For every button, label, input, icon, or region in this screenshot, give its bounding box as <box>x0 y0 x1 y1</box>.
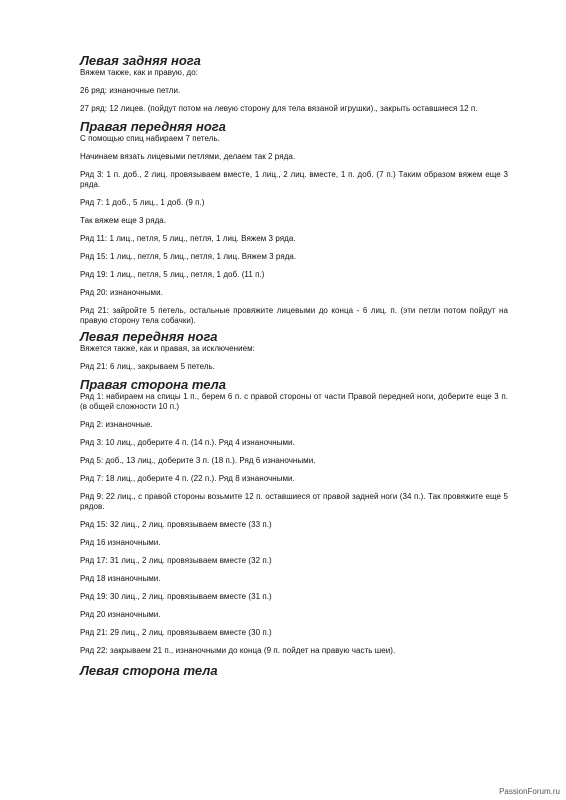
section-title: Левая передняя нога <box>80 329 218 344</box>
paragraph: 26 ряд: изнаночные петли. <box>80 86 181 95</box>
paragraph: Ряд 5: доб., 13 лиц., доберите 3 п. (18 п.). Ряд 6 изнаночными. <box>80 456 316 465</box>
paragraph: Ряд 3: 1 п. доб., 2 лиц. провязываем вместе, 1 лиц., 2 лиц. вместе, 1 п. доб. (7 п.) Таким образом вяжем еще 3 ряда. <box>80 170 508 189</box>
section-title: Левая задняя нога <box>80 53 201 68</box>
paragraph: Ряд 2: изнаночные. <box>80 420 153 429</box>
paragraph: Ряд 22: закрываем 21 п., изнаночными до конца (9 п. пойдет на правую часть шеи). <box>80 646 396 655</box>
section-title: Правая передняя нога <box>80 119 226 134</box>
paragraph: Ряд 11: 1 лиц., петля, 5 лиц., петля, 1 лиц. Вяжем 3 ряда. <box>80 234 296 243</box>
paragraph: Ряд 1: набираем на спицы 1 п., берем 6 п. с правой стороны от части Правой передней ноги, доберите еще 3 п. (в общей сложности 10 п.) <box>80 392 508 411</box>
paragraph: 27 ряд: 12 лицев. (пойдут потом на левую сторону для тела вязаной игрушки)., закрыть оставшиеся 12 п. <box>80 104 478 113</box>
paragraph: Вяжем также, как и правую, до: <box>80 68 198 77</box>
paragraph: Ряд 21: зайройте 5 петель, остальные провяжите лицевыми до конца - 6 лиц. п. (эти петли потом пойдут на правую сторону тела собачки). <box>80 306 508 325</box>
paragraph: Ряд 20 изнаночными. <box>80 610 161 619</box>
paragraph: Ряд 21: 6 лиц., закрываем 5 петель. <box>80 362 216 371</box>
paragraph: Ряд 15: 32 лиц., 2 лиц. провязываем вместе (33 п.) <box>80 520 272 529</box>
paragraph: Ряд 21: 29 лиц., 2 лиц. провязываем вместе (30 п.) <box>80 628 272 637</box>
paragraph: Так вяжем еще 3 ряда. <box>80 216 167 225</box>
paragraph: Начинаем вязать лицевыми петлями, делаем так 2 ряда. <box>80 152 296 161</box>
section-title: Правая сторона тела <box>80 377 226 392</box>
paragraph: Вяжется также, как и правая, за исключением: <box>80 344 255 353</box>
paragraph: Ряд 7: 1 доб., 5 лиц., 1 доб. (9 п.) <box>80 198 205 207</box>
paragraph: Ряд 17: 31 лиц., 2 лиц. провязываем вместе (32 п.) <box>80 556 272 565</box>
section-title: Левая сторона тела <box>80 663 218 678</box>
paragraph: С помощью спиц набираем 7 петель. <box>80 134 220 143</box>
paragraph: Ряд 20: изнаночными. <box>80 288 163 297</box>
paragraph: Ряд 16 изнаночными. <box>80 538 161 547</box>
paragraph: Ряд 18 изнаночными. <box>80 574 161 583</box>
paragraph: Ряд 19: 1 лиц., петля, 5 лиц., петля, 1 доб. (11 п.) <box>80 270 265 279</box>
paragraph: Ряд 9: 22 лиц., с правой стороны возьмите 12 п. оставшиеся от правой задней ноги (34 п.). Так провяжите еще 5 рядов. <box>80 492 508 511</box>
paragraph: Ряд 3: 10 лиц., доберите 4 п. (14 п.). Ряд 4 изнаночными. <box>80 438 295 447</box>
paragraph: Ряд 15: 1 лиц., петля, 5 лиц., петля, 1 лиц. Вяжем 3 ряда. <box>80 252 297 261</box>
paragraph: Ряд 19: 30 лиц., 2 лиц. провязываем вместе (31 п.) <box>80 592 272 601</box>
document-page <box>80 54 508 678</box>
watermark: PassionForum.ru <box>499 787 560 796</box>
paragraph: Ряд 7: 18 лиц., доберите 4 п. (22 п.). Ряд 8 изнаночными. <box>80 474 295 483</box>
